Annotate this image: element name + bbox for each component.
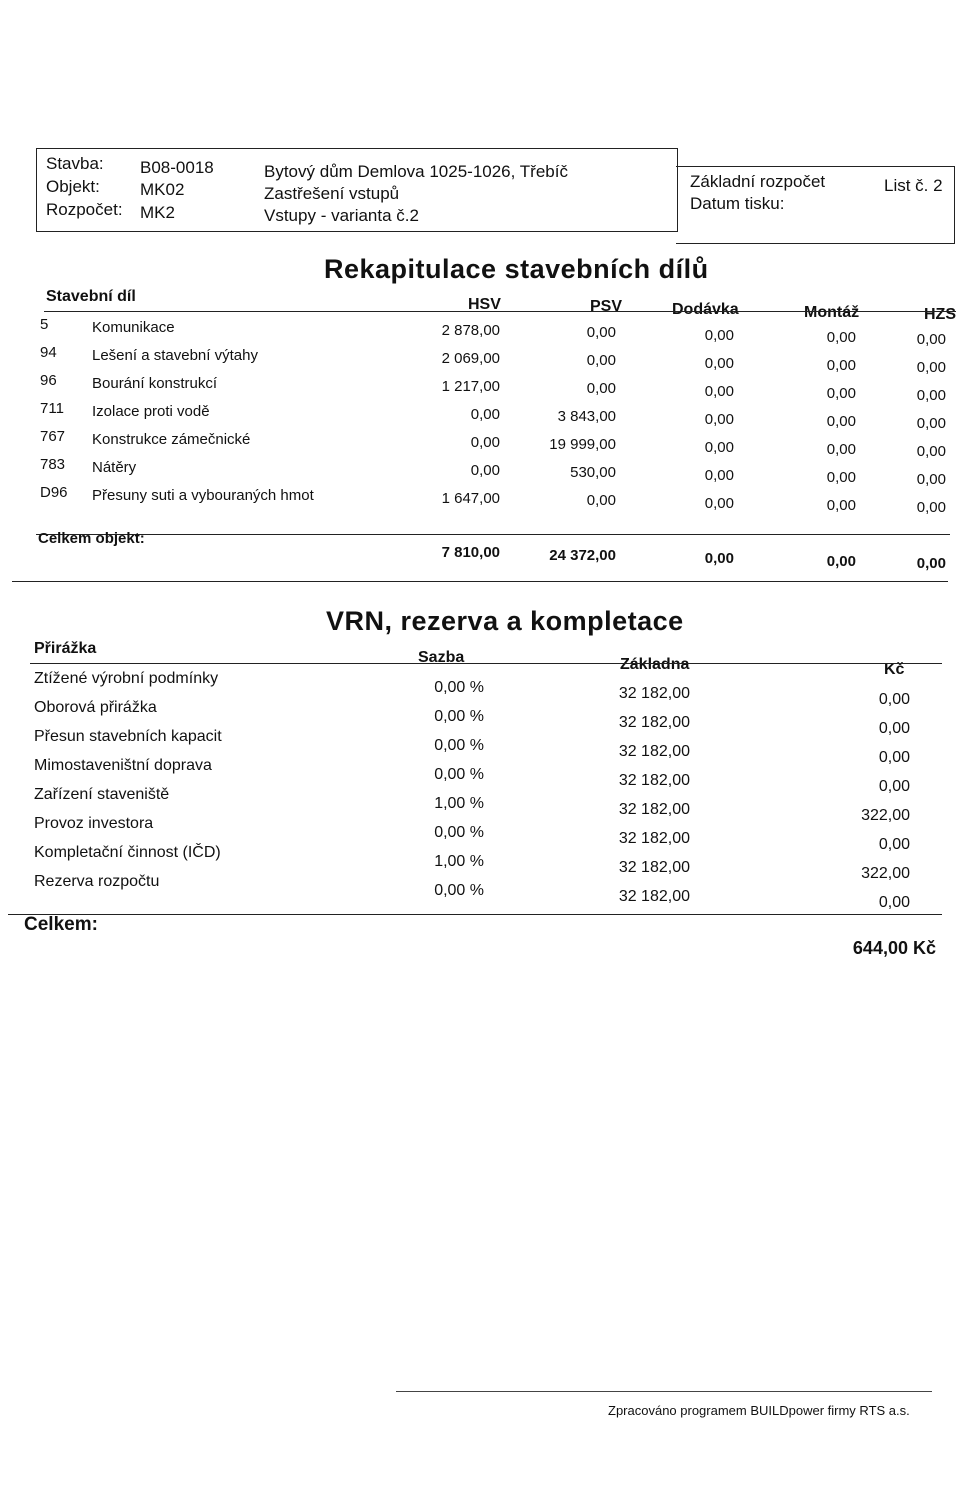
cell-dodavka: 0,00	[704, 467, 734, 484]
col-hsv: HSV	[468, 296, 501, 313]
cell-sazba: 0,00 %	[434, 766, 484, 783]
cell-sazba: 0,00 %	[434, 737, 484, 754]
cell-prirazka: Přesun stavebních kapacit	[34, 728, 222, 745]
cell-psv: 0,00	[586, 380, 616, 397]
cell-name: Konstrukce zámečnické	[92, 431, 251, 448]
cell-kc: 0,00	[878, 894, 910, 911]
vrn-total-rule	[8, 914, 942, 915]
cell-zakladna: 32 182,00	[618, 772, 690, 789]
cell-prirazka: Ztížené výrobní podmínky	[34, 670, 219, 687]
cell-montaz: 0,00	[826, 329, 856, 346]
cell-zakladna: 32 182,00	[618, 801, 690, 818]
recap-bottom-rule	[12, 581, 948, 582]
cell-code: 783	[40, 456, 66, 473]
cell-code: 767	[40, 428, 66, 445]
recap-total-psv: 24 372,00	[549, 547, 616, 564]
cell-hsv: 0,00	[470, 406, 500, 423]
cell-hzs: 0,00	[916, 387, 946, 404]
cell-code: D96	[40, 484, 68, 501]
col-montaz: Montáž	[804, 304, 860, 321]
cell-sazba: 0,00 %	[434, 708, 484, 725]
cell-hsv: 0,00	[470, 434, 500, 451]
vrn-total-value: 644,00 Kč	[852, 938, 936, 958]
cell-psv: 0,00	[586, 492, 616, 509]
recap-title: Rekapitulace stavebních dílů	[324, 254, 709, 284]
cell-prirazka: Zařízení staveniště	[34, 786, 170, 803]
rozpocet-name: Vstupy - varianta č.2	[264, 206, 419, 225]
cell-zakladna: 32 182,00	[618, 743, 690, 760]
cell-montaz: 0,00	[826, 385, 856, 402]
recap-total-montaz: 0,00	[826, 553, 856, 570]
col-sazba: Sazba	[418, 649, 465, 666]
col-psv: PSV	[590, 298, 623, 315]
cell-hzs: 0,00	[916, 415, 946, 432]
cell-prirazka: Oborová přirážka	[34, 699, 157, 716]
recap-total-hsv: 7 810,00	[441, 544, 500, 561]
cell-dodavka: 0,00	[704, 355, 734, 372]
cell-kc: 322,00	[861, 807, 910, 824]
cell-montaz: 0,00	[826, 357, 856, 374]
cell-dodavka: 0,00	[704, 383, 734, 400]
cell-kc: 0,00	[878, 720, 910, 737]
objekt-code: MK02	[140, 180, 185, 199]
footer-credit: Zpracováno programem BUILDpower firmy RTS a.s.	[608, 1403, 910, 1418]
recap-total-dodavka: 0,00	[704, 550, 734, 567]
cell-zakladna: 32 182,00	[618, 888, 690, 905]
cell-kc: 0,00	[878, 691, 910, 708]
stavba-code: B08-0018	[140, 158, 214, 177]
datum-tisku-label: Datum tisku:	[690, 194, 785, 213]
rozpocet-code: MK2	[140, 203, 175, 222]
cell-dodavka: 0,00	[704, 439, 734, 456]
footer-rule	[396, 1391, 932, 1392]
cell-hsv: 2 878,00	[441, 322, 500, 339]
rozpocet-label: Rozpočet:	[46, 200, 123, 219]
cell-psv: 530,00	[570, 464, 616, 481]
cell-name: Izolace proti vodě	[92, 403, 210, 420]
cell-hzs: 0,00	[916, 331, 946, 348]
cell-hzs: 0,00	[916, 359, 946, 376]
objekt-label: Objekt:	[46, 177, 100, 196]
cell-sazba: 1,00 %	[434, 853, 484, 870]
cell-name: Lešení a stavební výtahy	[92, 347, 258, 364]
cell-sazba: 1,00 %	[434, 795, 484, 812]
cell-montaz: 0,00	[826, 413, 856, 430]
objekt-name: Zastřešení vstupů	[264, 184, 400, 203]
col-zakladna: Základna	[620, 656, 690, 673]
cell-zakladna: 32 182,00	[618, 685, 690, 702]
recap-total-label: Celkem objekt:	[38, 530, 145, 547]
cell-dodavka: 0,00	[704, 327, 734, 344]
recap-total-rule	[36, 534, 950, 535]
cell-prirazka: Rezerva rozpočtu	[34, 873, 160, 890]
recap-total-hzs: 0,00	[916, 555, 946, 572]
cell-hsv: 2 069,00	[441, 350, 500, 367]
cell-name: Bourání konstrukcí	[92, 375, 218, 392]
cell-hzs: 0,00	[916, 499, 946, 516]
col-prirazka: Přirážka	[34, 640, 97, 657]
cell-hzs: 0,00	[916, 443, 946, 460]
cell-montaz: 0,00	[826, 497, 856, 514]
cell-hsv: 1 217,00	[441, 378, 500, 395]
cell-code: 94	[40, 344, 57, 361]
cell-code: 711	[40, 400, 64, 417]
cell-psv: 3 843,00	[557, 408, 616, 425]
col-dodavka: Dodávka	[672, 301, 739, 318]
cell-psv: 19 999,00	[549, 436, 616, 453]
cell-zakladna: 32 182,00	[618, 714, 690, 731]
cell-psv: 0,00	[586, 324, 616, 341]
recap-header-rule	[44, 311, 956, 312]
vrn-title: VRN, rezerva a kompletace	[326, 606, 684, 636]
cell-kc: 322,00	[861, 865, 910, 882]
col-stavebni-dil: Stavební díl	[46, 288, 136, 305]
list-number: List č. 2	[884, 176, 943, 195]
cell-kc: 0,00	[878, 749, 910, 766]
cell-sazba: 0,00 %	[434, 824, 484, 841]
cell-zakladna: 32 182,00	[618, 859, 690, 876]
cell-code: 96	[40, 372, 57, 389]
cell-sazba: 0,00 %	[434, 882, 484, 899]
cell-prirazka: Kompletační činnost (IČD)	[34, 844, 221, 861]
cell-code: 5	[40, 316, 49, 333]
vrn-total-label: Celkem:	[24, 914, 98, 935]
vrn-header-rule	[30, 663, 942, 664]
col-kc: Kč	[884, 661, 905, 678]
cell-name: Přesuny suti a vybouraných hmot	[92, 487, 314, 504]
cell-name: Komunikace	[92, 319, 175, 336]
col-hzs: HZS	[924, 306, 956, 323]
cell-prirazka: Provoz investora	[34, 815, 154, 832]
stavba-label: Stavba:	[46, 154, 104, 173]
cell-sazba: 0,00 %	[434, 679, 484, 696]
cell-montaz: 0,00	[826, 441, 856, 458]
cell-montaz: 0,00	[826, 469, 856, 486]
cell-name: Nátěry	[92, 459, 137, 476]
document-type: Základní rozpočet	[690, 172, 826, 191]
stavba-name: Bytový dům Demlova 1025-1026, Třebíč	[264, 162, 568, 181]
cell-zakladna: 32 182,00	[618, 830, 690, 847]
cell-kc: 0,00	[878, 778, 910, 795]
cell-dodavka: 0,00	[704, 411, 734, 428]
cell-psv: 0,00	[586, 352, 616, 369]
cell-hsv: 0,00	[470, 462, 500, 479]
cell-prirazka: Mimostaveništní doprava	[34, 757, 212, 774]
cell-dodavka: 0,00	[704, 495, 734, 512]
cell-hzs: 0,00	[916, 471, 946, 488]
cell-kc: 0,00	[878, 836, 910, 853]
cell-hsv: 1 647,00	[441, 490, 500, 507]
